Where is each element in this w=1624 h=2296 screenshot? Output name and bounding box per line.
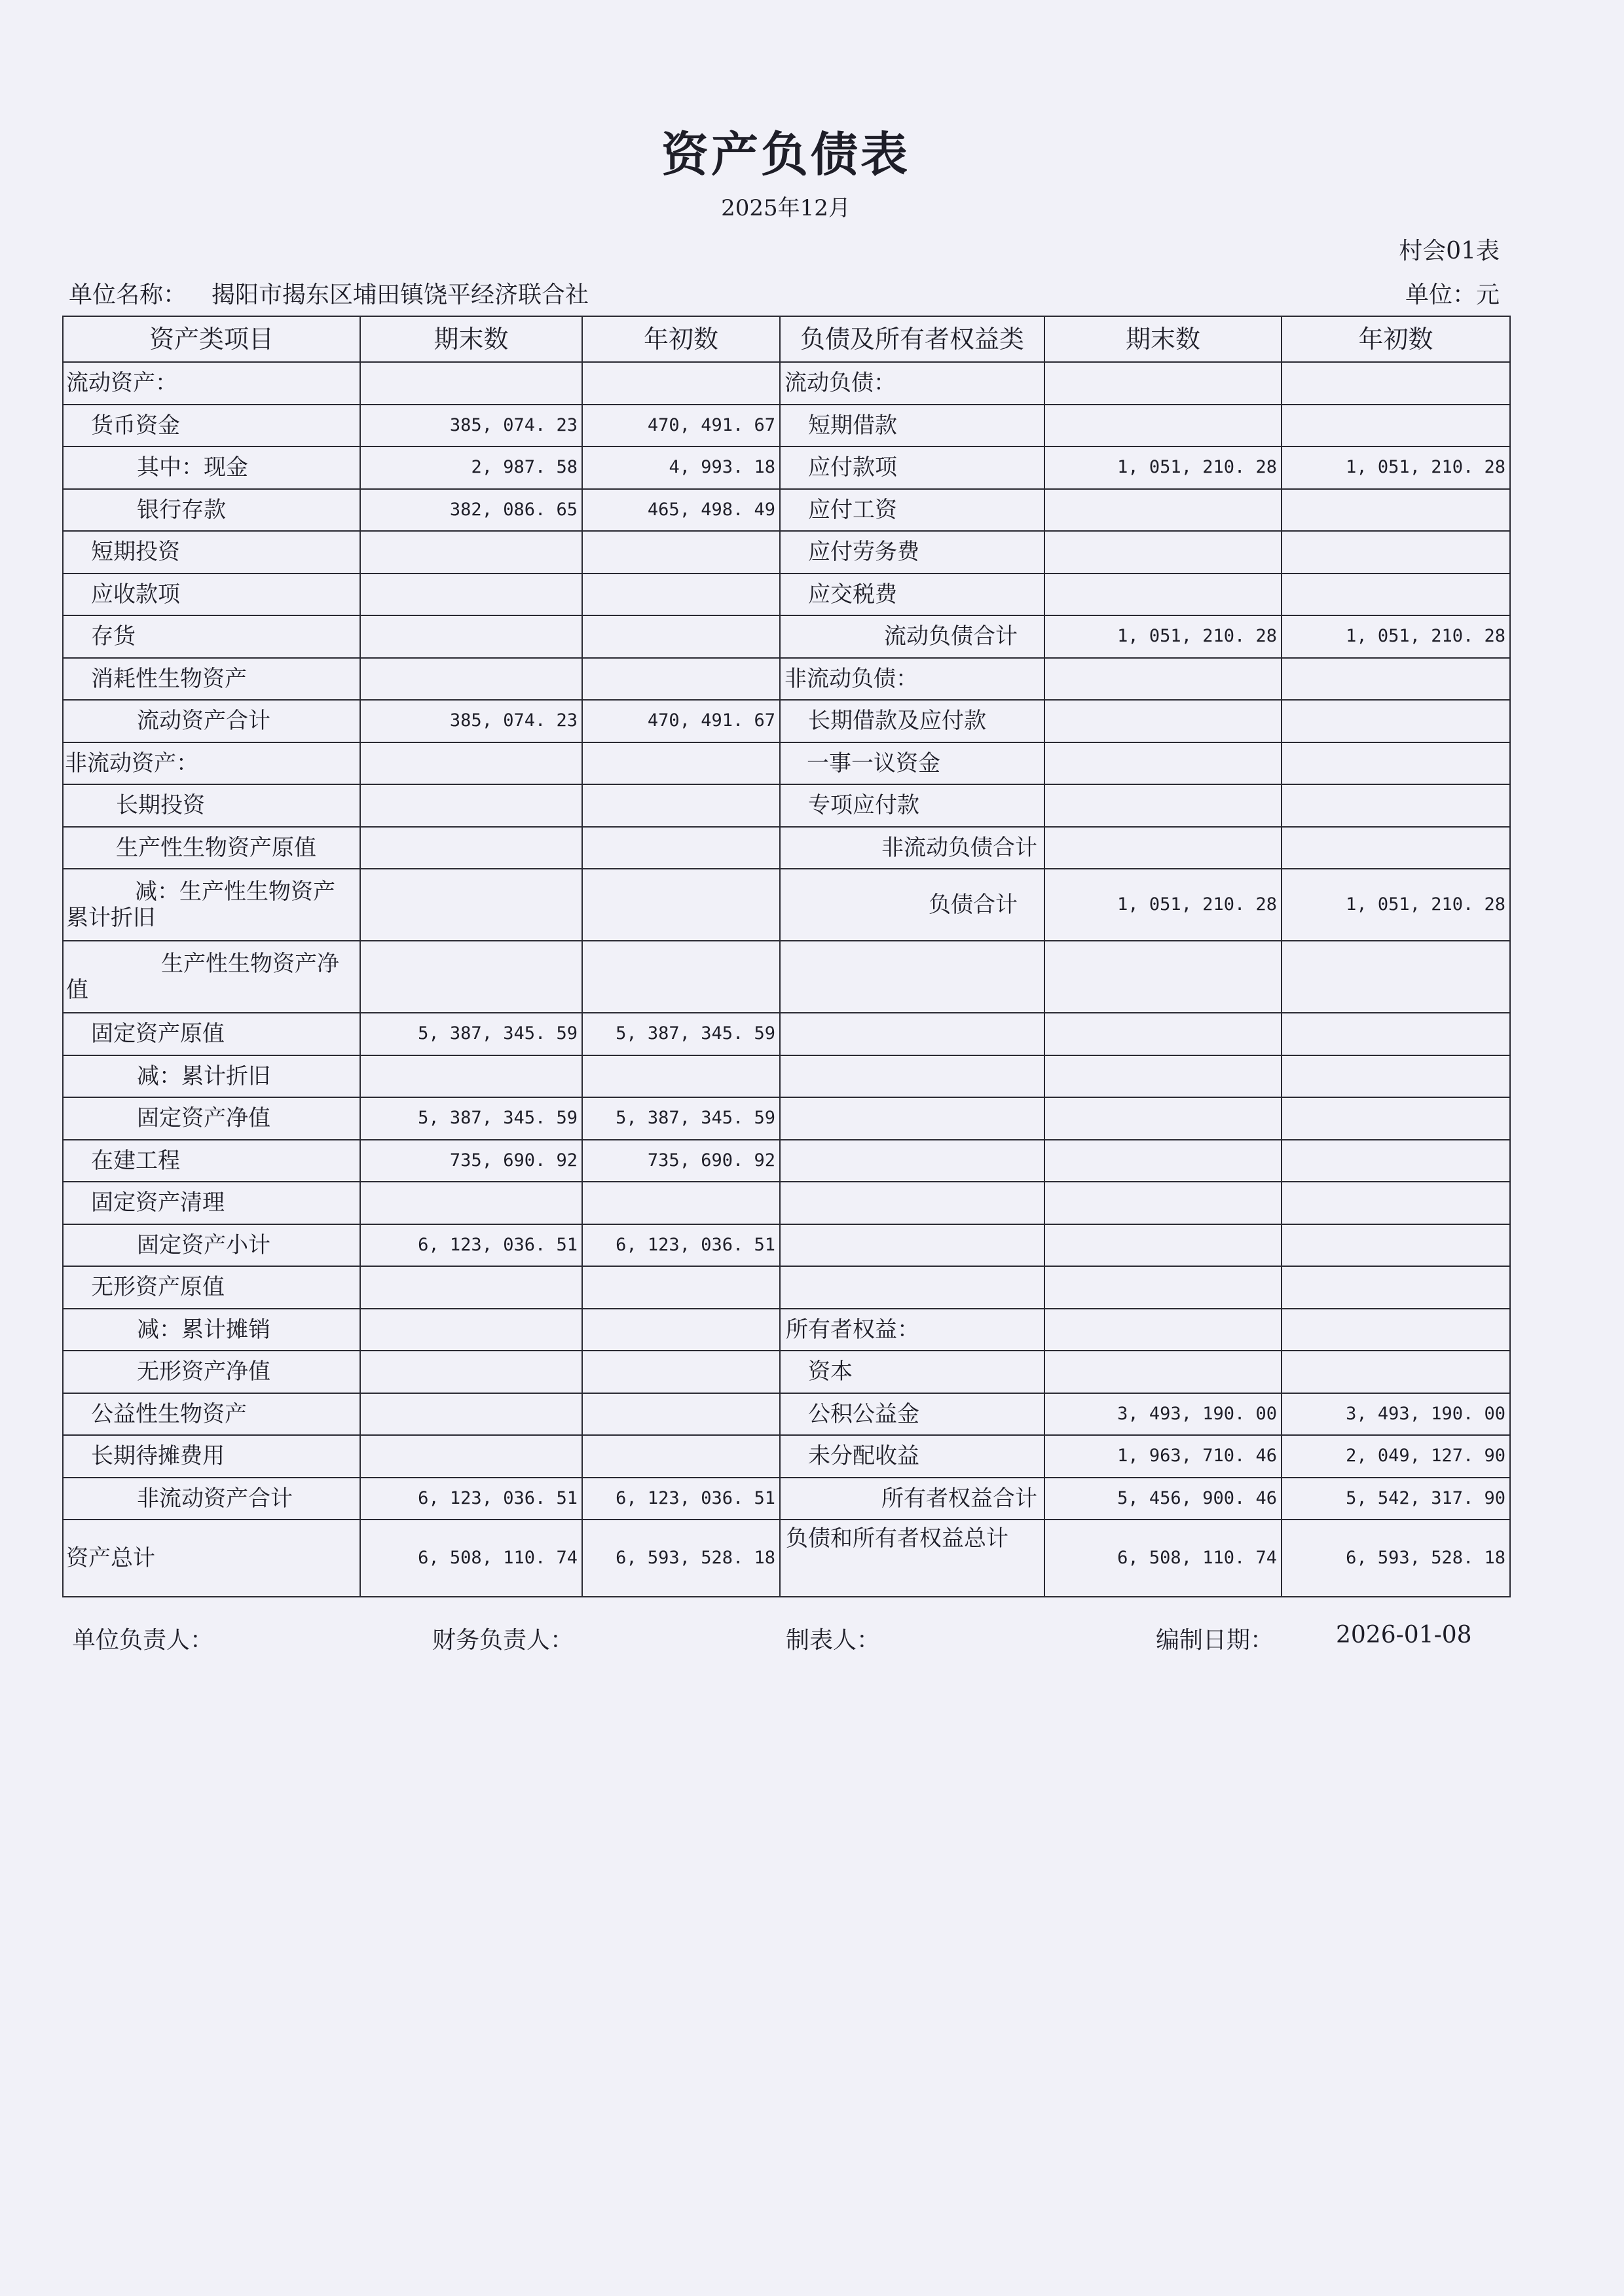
- liability-item: 所有者权益：: [780, 1309, 1044, 1351]
- table-row: [63, 1309, 1510, 1351]
- asset-end-value: [360, 1055, 582, 1098]
- liability-end-value: 1, 051, 210. 28: [1044, 446, 1282, 489]
- table-row: [63, 784, 1510, 827]
- table-row: [63, 531, 1510, 574]
- asset-begin-value: 470, 491. 67: [582, 700, 780, 742]
- liability-item: [780, 1266, 1044, 1309]
- liability-begin-value: [1282, 405, 1510, 447]
- asset-begin-value: [582, 827, 780, 869]
- asset-end-value: [360, 784, 582, 827]
- liability-end-value: [1044, 1140, 1282, 1182]
- asset-item: 无形资产原值: [63, 1266, 360, 1309]
- table-row: [63, 489, 1510, 532]
- asset-end-value: 6, 123, 036. 51: [360, 1224, 582, 1267]
- liability-item: [780, 941, 1044, 1013]
- asset-end-value: [360, 1351, 582, 1393]
- asset-begin-value: 5, 387, 345. 59: [582, 1013, 780, 1055]
- header-cell: 资产类项目: [63, 316, 360, 362]
- asset-begin-value: [582, 531, 780, 574]
- table-row: [63, 869, 1510, 941]
- liability-end-value: [1044, 1266, 1282, 1309]
- asset-begin-value: [582, 1435, 780, 1478]
- liability-item: 公积公益金: [780, 1393, 1044, 1436]
- liability-end-value: [1044, 700, 1282, 742]
- liability-begin-value: [1282, 1097, 1510, 1140]
- unit-name-label: 单位名称：: [69, 282, 187, 308]
- liability-item: 负债合计: [780, 869, 1044, 941]
- table-row: [63, 827, 1510, 869]
- table-row: [63, 574, 1510, 616]
- asset-begin-value: [582, 869, 780, 941]
- asset-item: 固定资产原值: [63, 1013, 360, 1055]
- table-row: [63, 1140, 1510, 1182]
- liability-item: 流动负债合计: [780, 615, 1044, 658]
- table-row: [63, 1435, 1510, 1478]
- table-row: [63, 405, 1510, 447]
- liability-begin-value: [1282, 700, 1510, 742]
- table-row: [63, 1097, 1510, 1140]
- asset-end-value: [360, 941, 582, 1013]
- asset-item: 生产性生物资产原值: [63, 827, 360, 869]
- asset-item: 固定资产小计: [63, 1224, 360, 1267]
- liability-begin-value: [1282, 658, 1510, 701]
- table-row: [63, 1266, 1510, 1309]
- liability-item: [780, 1140, 1044, 1182]
- asset-item: 生产性生物资产净值: [63, 941, 360, 1013]
- liability-begin-value: [1282, 827, 1510, 869]
- asset-begin-value: 465, 498. 49: [582, 489, 780, 532]
- table-row: [63, 1182, 1510, 1224]
- liability-begin-value: [1282, 1013, 1510, 1055]
- table-row: [63, 362, 1510, 405]
- liability-end-value: [1044, 1013, 1282, 1055]
- asset-item: 减：累计摊销: [63, 1309, 360, 1351]
- table-row: [63, 1224, 1510, 1267]
- liability-item: [780, 1055, 1044, 1098]
- asset-end-value: 6, 123, 036. 51: [360, 1478, 582, 1520]
- liability-item: 负债和所有者权益总计: [780, 1520, 1044, 1597]
- liability-end-value: [1044, 658, 1282, 701]
- liability-item: [780, 1224, 1044, 1267]
- liability-begin-value: [1282, 1140, 1510, 1182]
- asset-end-value: 385, 074. 23: [360, 700, 582, 742]
- liability-end-value: 1, 051, 210. 28: [1044, 869, 1282, 941]
- asset-end-value: [360, 531, 582, 574]
- asset-item: 长期待摊费用: [63, 1435, 360, 1478]
- header-row: [63, 316, 1510, 362]
- table-row: [63, 615, 1510, 658]
- asset-end-value: 2, 987. 58: [360, 446, 582, 489]
- asset-item: 固定资产清理: [63, 1182, 360, 1224]
- header-cell: 年初数: [1282, 316, 1510, 362]
- asset-begin-value: [582, 1266, 780, 1309]
- asset-item: 银行存款: [63, 489, 360, 532]
- liability-begin-value: [1282, 362, 1510, 405]
- asset-item: 存货: [63, 615, 360, 658]
- asset-begin-value: [582, 1393, 780, 1436]
- prepared-date-value: 2026-01-08: [1336, 1622, 1472, 1649]
- liability-begin-value: [1282, 531, 1510, 574]
- asset-begin-value: [582, 1351, 780, 1393]
- liability-end-value: [1044, 784, 1282, 827]
- table-row: [63, 1013, 1510, 1055]
- asset-item: 在建工程: [63, 1140, 360, 1182]
- asset-begin-value: [582, 784, 780, 827]
- asset-begin-value: 735, 690. 92: [582, 1140, 780, 1182]
- unit-name: 揭阳市揭东区埔田镇饶平经济联合社: [212, 282, 589, 308]
- report-period: 2025年12月: [721, 195, 851, 221]
- liability-item: 一事一议资金: [780, 742, 1044, 785]
- asset-end-value: 385, 074. 23: [360, 405, 582, 447]
- liability-item: 应付劳务费: [780, 531, 1044, 574]
- asset-item: 非流动资产合计: [63, 1478, 360, 1520]
- asset-end-value: [360, 1309, 582, 1351]
- liability-item: 应付工资: [780, 489, 1044, 532]
- liability-item: [780, 1013, 1044, 1055]
- asset-item: 短期投资: [63, 531, 360, 574]
- asset-end-value: [360, 615, 582, 658]
- asset-end-value: [360, 574, 582, 616]
- liability-end-value: [1044, 1351, 1282, 1393]
- asset-item: 长期投资: [63, 784, 360, 827]
- liability-begin-value: 6, 593, 528. 18: [1282, 1520, 1510, 1597]
- liability-end-value: [1044, 1224, 1282, 1267]
- asset-item: 资产总计: [63, 1520, 360, 1597]
- table-row: [63, 1478, 1510, 1520]
- liability-begin-value: 1, 051, 210. 28: [1282, 869, 1510, 941]
- asset-end-value: 735, 690. 92: [360, 1140, 582, 1182]
- liability-item: 应交税费: [780, 574, 1044, 616]
- finance-head-label: 财务负责人：: [432, 1627, 574, 1654]
- liability-end-value: 3, 493, 190. 00: [1044, 1393, 1282, 1436]
- unit-info-line: [69, 276, 1500, 310]
- table-row: [63, 700, 1510, 742]
- asset-begin-value: [582, 615, 780, 658]
- balance-sheet-table: [62, 316, 1511, 1597]
- asset-end-value: [360, 1435, 582, 1478]
- asset-item: 其中：现金: [63, 446, 360, 489]
- asset-end-value: 5, 387, 345. 59: [360, 1013, 582, 1055]
- liability-end-value: [1044, 1309, 1282, 1351]
- asset-begin-value: [582, 362, 780, 405]
- currency-unit: 单位：元: [1405, 282, 1500, 308]
- asset-end-value: 382, 086. 65: [360, 489, 582, 532]
- liability-end-value: [1044, 742, 1282, 785]
- liability-end-value: 6, 508, 110. 74: [1044, 1520, 1282, 1597]
- asset-item: 无形资产净值: [63, 1351, 360, 1393]
- liability-end-value: [1044, 362, 1282, 405]
- liability-end-value: [1044, 489, 1282, 532]
- prepared-date-label: 编制日期：: [1156, 1627, 1274, 1654]
- asset-item: 减：生产性生物资产累计折旧: [63, 869, 360, 941]
- asset-end-value: 5, 387, 345. 59: [360, 1097, 582, 1140]
- asset-end-value: [360, 362, 582, 405]
- liability-end-value: [1044, 827, 1282, 869]
- asset-begin-value: [582, 1055, 780, 1098]
- asset-item: 消耗性生物资产: [63, 658, 360, 701]
- liability-begin-value: 1, 051, 210. 28: [1282, 446, 1510, 489]
- asset-begin-value: 6, 593, 528. 18: [582, 1520, 780, 1597]
- header-cell: 期末数: [1044, 316, 1282, 362]
- liability-begin-value: [1282, 1055, 1510, 1098]
- liability-item: 非流动负债合计: [780, 827, 1044, 869]
- liability-item: 流动负债：: [780, 362, 1044, 405]
- document-title: 资产负债表: [661, 126, 910, 182]
- asset-end-value: [360, 1182, 582, 1224]
- asset-begin-value: [582, 658, 780, 701]
- liability-begin-value: [1282, 489, 1510, 532]
- liability-end-value: 1, 051, 210. 28: [1044, 615, 1282, 658]
- asset-end-value: [360, 658, 582, 701]
- liability-begin-value: 5, 542, 317. 90: [1282, 1478, 1510, 1520]
- asset-end-value: [360, 869, 582, 941]
- liability-end-value: [1044, 1055, 1282, 1098]
- liability-begin-value: [1282, 1351, 1510, 1393]
- liability-item: 非流动负债：: [780, 658, 1044, 701]
- asset-begin-value: [582, 574, 780, 616]
- asset-item: 非流动资产：: [63, 742, 360, 785]
- liability-end-value: [1044, 1097, 1282, 1140]
- liability-begin-value: [1282, 742, 1510, 785]
- liability-end-value: [1044, 405, 1282, 447]
- asset-begin-value: 6, 123, 036. 51: [582, 1478, 780, 1520]
- liability-end-value: [1044, 941, 1282, 1013]
- asset-end-value: [360, 827, 582, 869]
- asset-end-value: [360, 1266, 582, 1309]
- asset-item: 固定资产净值: [63, 1097, 360, 1140]
- form-code: 村会01表: [1399, 238, 1500, 264]
- asset-item: 应收款项: [63, 574, 360, 616]
- liability-end-value: [1044, 574, 1282, 616]
- asset-begin-value: [582, 742, 780, 785]
- asset-begin-value: [582, 1309, 780, 1351]
- asset-item: 减：累计折旧: [63, 1055, 360, 1098]
- asset-begin-value: [582, 941, 780, 1013]
- liability-item: [780, 1097, 1044, 1140]
- liability-begin-value: 1, 051, 210. 28: [1282, 615, 1510, 658]
- table-row: [63, 941, 1510, 1013]
- table-row: [63, 446, 1510, 489]
- asset-end-value: 6, 508, 110. 74: [360, 1520, 582, 1597]
- asset-end-value: [360, 1393, 582, 1436]
- liability-begin-value: 3, 493, 190. 00: [1282, 1393, 1510, 1436]
- table-row: [63, 658, 1510, 701]
- table-row: [63, 1393, 1510, 1436]
- preparer-label: 制表人：: [786, 1627, 881, 1654]
- asset-begin-value: 6, 123, 036. 51: [582, 1224, 780, 1267]
- liability-item: [780, 1182, 1044, 1224]
- asset-begin-value: 5, 387, 345. 59: [582, 1097, 780, 1140]
- liability-begin-value: 2, 049, 127. 90: [1282, 1435, 1510, 1478]
- liability-item: 所有者权益合计: [780, 1478, 1044, 1520]
- header-cell: 年初数: [582, 316, 780, 362]
- table-row: [63, 1520, 1510, 1597]
- liability-end-value: [1044, 531, 1282, 574]
- liability-item: 短期借款: [780, 405, 1044, 447]
- liability-begin-value: [1282, 784, 1510, 827]
- liability-begin-value: [1282, 1182, 1510, 1224]
- asset-begin-value: [582, 1182, 780, 1224]
- asset-item: 公益性生物资产: [63, 1393, 360, 1436]
- liability-end-value: 5, 456, 900. 46: [1044, 1478, 1282, 1520]
- table-row: [63, 1351, 1510, 1393]
- asset-item: 货币资金: [63, 405, 360, 447]
- table-row: [63, 742, 1510, 785]
- asset-begin-value: 470, 491. 67: [582, 405, 780, 447]
- liability-begin-value: [1282, 1266, 1510, 1309]
- liability-item: 未分配收益: [780, 1435, 1044, 1478]
- liability-item: 专项应付款: [780, 784, 1044, 827]
- liability-begin-value: [1282, 1224, 1510, 1267]
- liability-end-value: 1, 963, 710. 46: [1044, 1435, 1282, 1478]
- table-row: [63, 1055, 1510, 1098]
- liability-item: 长期借款及应付款: [780, 700, 1044, 742]
- liability-begin-value: [1282, 574, 1510, 616]
- unit-head-label: 单位负责人：: [72, 1627, 214, 1654]
- header-cell: 期末数: [360, 316, 582, 362]
- asset-end-value: [360, 742, 582, 785]
- liability-begin-value: [1282, 1309, 1510, 1351]
- header-cell: 负债及所有者权益类: [780, 316, 1044, 362]
- asset-item: 流动资产：: [63, 362, 360, 405]
- liability-item: 应付款项: [780, 446, 1044, 489]
- liability-end-value: [1044, 1182, 1282, 1224]
- liability-begin-value: [1282, 941, 1510, 1013]
- asset-begin-value: 4, 993. 18: [582, 446, 780, 489]
- asset-item: 流动资产合计: [63, 700, 360, 742]
- liability-item: 资本: [780, 1351, 1044, 1393]
